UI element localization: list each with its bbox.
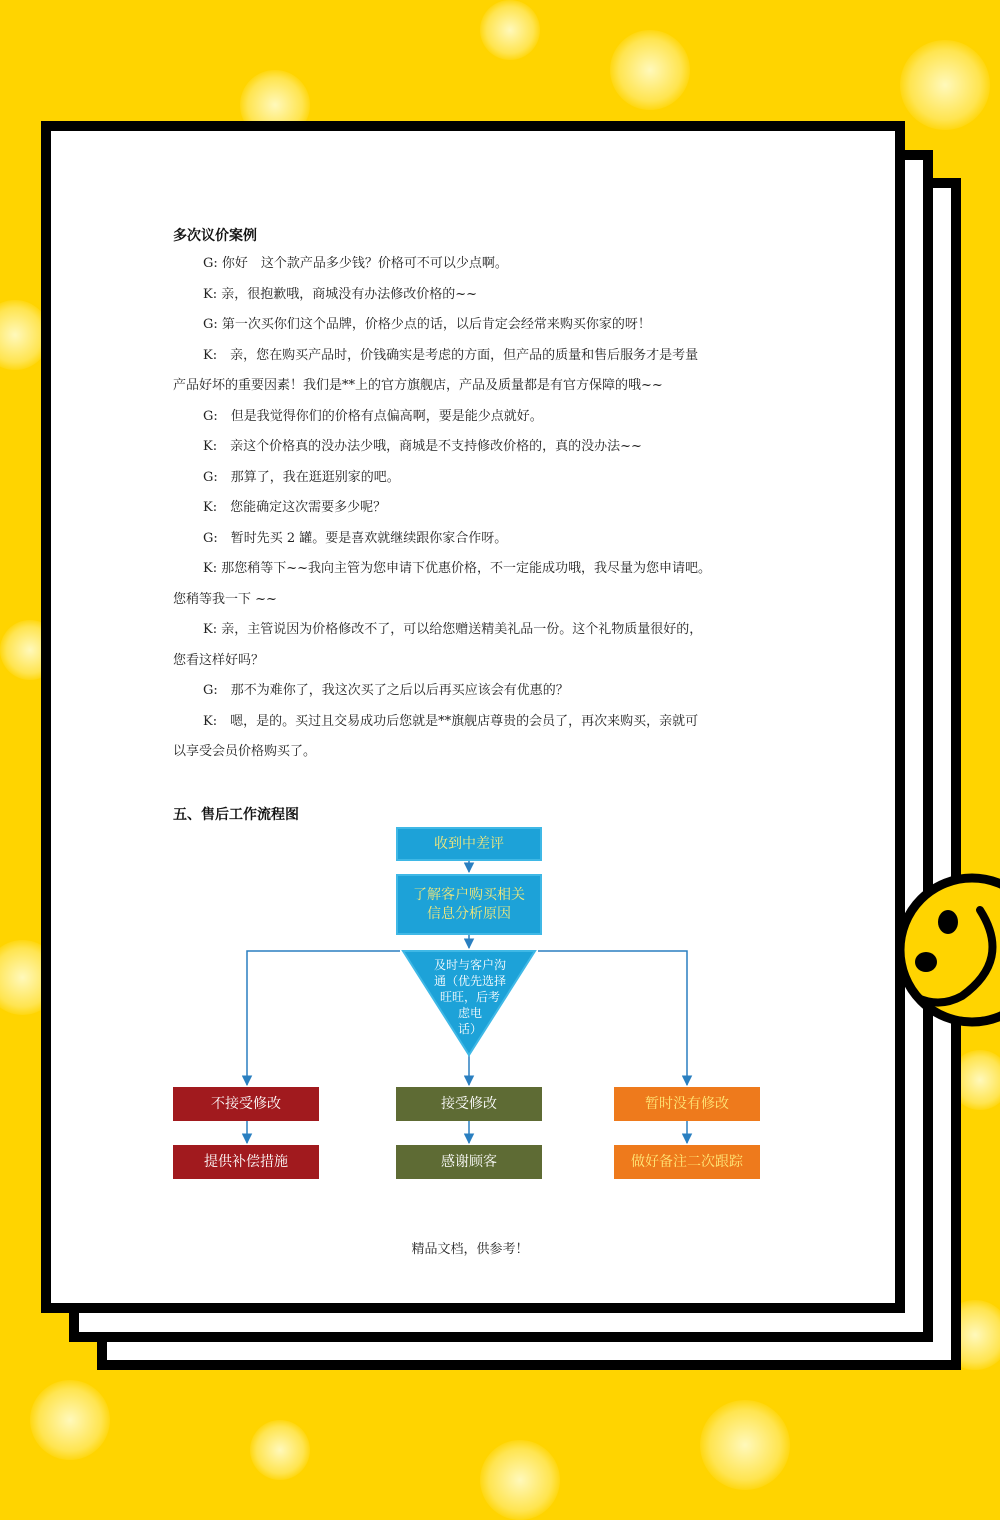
page-footer: 精品文档，供参考！: [411, 1242, 529, 1257]
dialogue-line: K: 亲，主管说因为价格修改不了，可以给您赠送精美礼品一份。这个礼物质量很好的，: [203, 622, 703, 637]
dialogue-line: K: 亲，您在购买产品时，价钱确实是考虑的方面，但产品的质量和售后服务才是考量: [203, 348, 699, 363]
dialogue-line: G: 那算了，我在逛逛别家的吧。: [203, 470, 400, 485]
dialogue-line: G: 你好 这个款产品多少钱？价格可不可以少点啊。: [203, 256, 508, 271]
dialogue-line: 您稍等我一下 ~~: [173, 592, 277, 607]
flow-node-analyze: [396, 874, 542, 935]
dialogue-line: G: 但是我觉得你们的价格有点偏高啊，要是能少点就好。: [203, 409, 543, 424]
flow-node-accept: 接受修改: [396, 1087, 542, 1121]
dialogue-line: G: 第一次买你们这个品牌，价格少点的话，以后肯定会经常来购买你家的呀！: [203, 317, 651, 332]
negotiation-heading: 多次议价案例: [173, 228, 257, 244]
flow-node-reject: 不接受修改: [173, 1087, 319, 1121]
flow-node-analyze-line1: 了解客户购买相关: [413, 886, 525, 903]
dialogue-line: G: 暂时先买 2 罐。要是喜欢就继续跟你家合作呀。: [203, 531, 508, 546]
flow-node-analyze-line2: 信息分析原因: [427, 905, 511, 922]
flow-node-compensate: 提供补偿措施: [173, 1145, 319, 1179]
flow-node-pending: 暂时没有修改: [614, 1087, 760, 1121]
flow-node-thank: 感谢顾客: [396, 1145, 542, 1179]
dialogue-line: G: 那不为难你了，我这次买了之后以后再买应该会有优惠的？: [203, 683, 569, 698]
dialogue-line: 您看这样好吗？: [173, 653, 265, 668]
dialogue-line: 以享受会员价格购买了。: [173, 744, 317, 759]
dialogue-line: K: 嗯，是的。买过且交易成功后您就是**旗舰店尊贵的会员了，再次来购买，亲就可: [203, 714, 699, 729]
flow-node-followup: 做好备注二次跟踪: [614, 1145, 760, 1179]
flow-node-communicate: 及时与客户沟 通（优先选择 旺旺，后考 虑电 话）: [433, 958, 506, 1036]
flow-heading: 五、售后工作流程图: [173, 807, 299, 823]
dialogue-line: K: 那您稍等下~~我向主管为您申请下优惠价格，不一定能成功哦，我尽量为您申请吧。: [203, 561, 712, 576]
dialogue-line: 产品好坏的重要因素！我们是**上的官方旗舰店，产品及质量都是有官方保障的哦~~: [173, 378, 663, 393]
smiley-icon: [892, 870, 1000, 1030]
dialogue-line: K: 亲，很抱歉哦，商城没有办法修改价格的~~: [203, 287, 478, 302]
dialogue-line: K: 亲这个价格真的没办法少哦，商城是不支持修改价格的，真的没办法~~: [203, 439, 642, 454]
flow-node-receive: 收到中差评: [396, 827, 542, 861]
dialogue-line: K: 您能确定这次需要多少呢？: [203, 500, 387, 515]
